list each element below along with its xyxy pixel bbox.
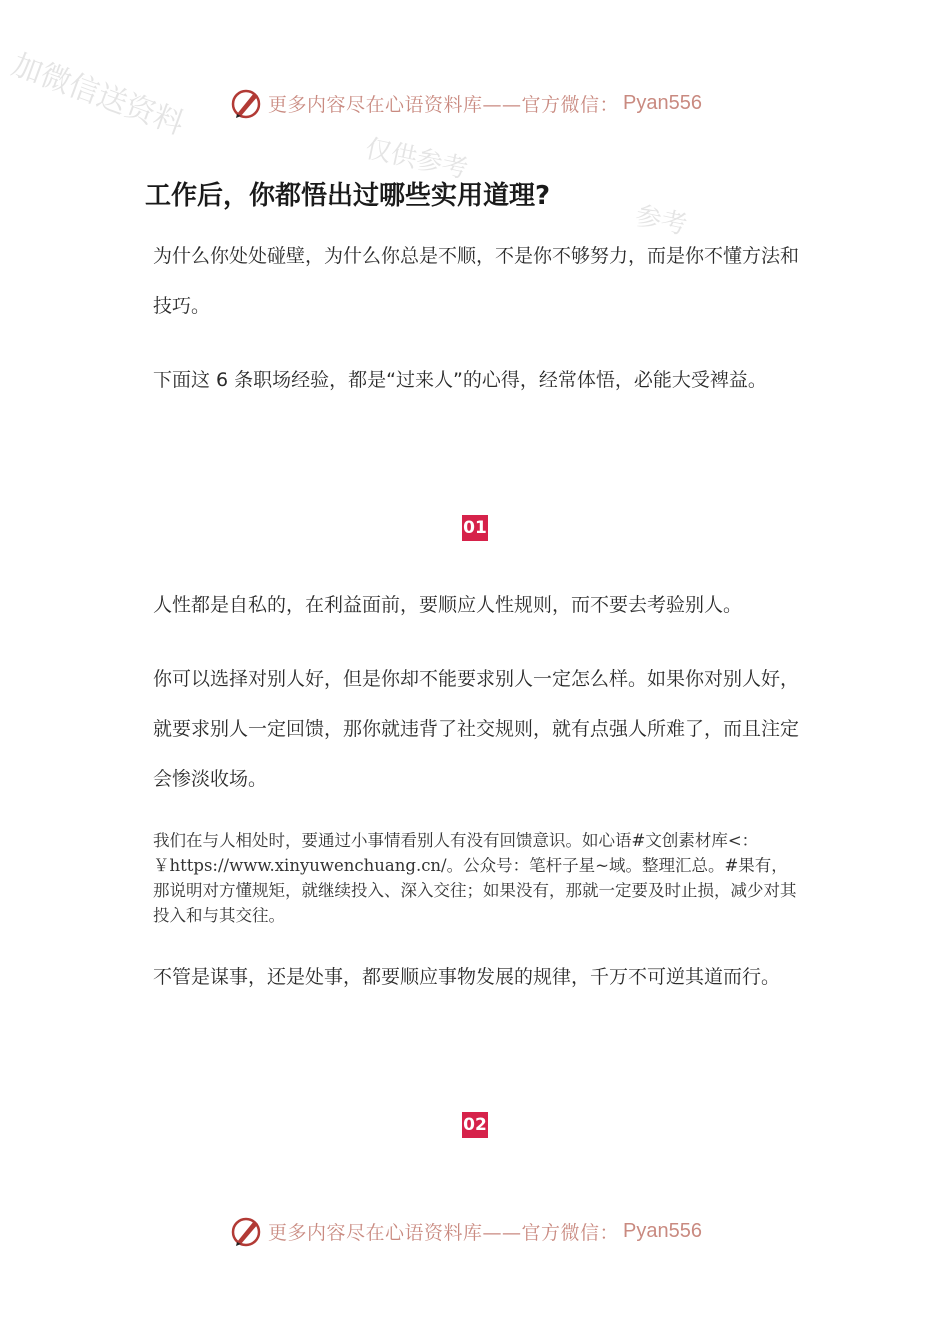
footer-banner (228, 1211, 702, 1251)
banner-wechat-id: Pyan556 (623, 1219, 702, 1242)
pen-logo-icon (228, 1213, 264, 1249)
article-title: 工作后，你都悟出过哪些实用道理? (145, 181, 551, 211)
section-number-badge: 01 (462, 515, 488, 541)
watermark: 加微信送资料 (7, 47, 189, 142)
section-number-badge: 02 (462, 1112, 488, 1138)
paragraph-intro: 为什么你处处碰壁，为什么你总是不顺，不是你不够努力，而是你不懂方法和技巧。 (153, 245, 800, 317)
watermark: 仅供参考 (362, 133, 471, 185)
banner-text: 更多内容尽在心语资料库——官方微信： (268, 1221, 620, 1244)
paragraph-small: 我们在与人相处时，要通过小事情看别人有没有回馈意识。如心语#文创素材库<：￥https://www.xinyuwenchuang.cn/。公众号：笔杆子星~域。整理汇总。#果有，那说明对方懂规矩，就继续投入、深入交往；如果没有，那就一定要及时止损，减少对其投入和与其交往。 (153, 831, 797, 925)
banner-wechat-id: Pyan556 (623, 91, 702, 114)
pen-logo-icon (228, 85, 264, 121)
paragraph: 不管是谋事，还是处事，都要顺应事物发展的规律，千万不可逆其道而行。 (153, 966, 781, 988)
header-banner (228, 83, 702, 123)
watermark: 参考 (632, 200, 690, 242)
paragraph: 你可以选择对别人好，但是你却不能要求别人一定怎么样。如果你对别人好，就要求别人一定回馈，那你就违背了社交规则，就有点强人所难了，而且注定会惨淡收场。 (153, 668, 800, 790)
paragraph-intro-2: 下面这 6 条职场经验，都是“过来人”的心得，经常体悟，必能大受裨益。 (153, 369, 767, 391)
paragraph: 人性都是自私的，在利益面前，要顺应人性规则，而不要去考验别人。 (153, 594, 743, 616)
banner-text: 更多内容尽在心语资料库——官方微信： (268, 93, 620, 116)
